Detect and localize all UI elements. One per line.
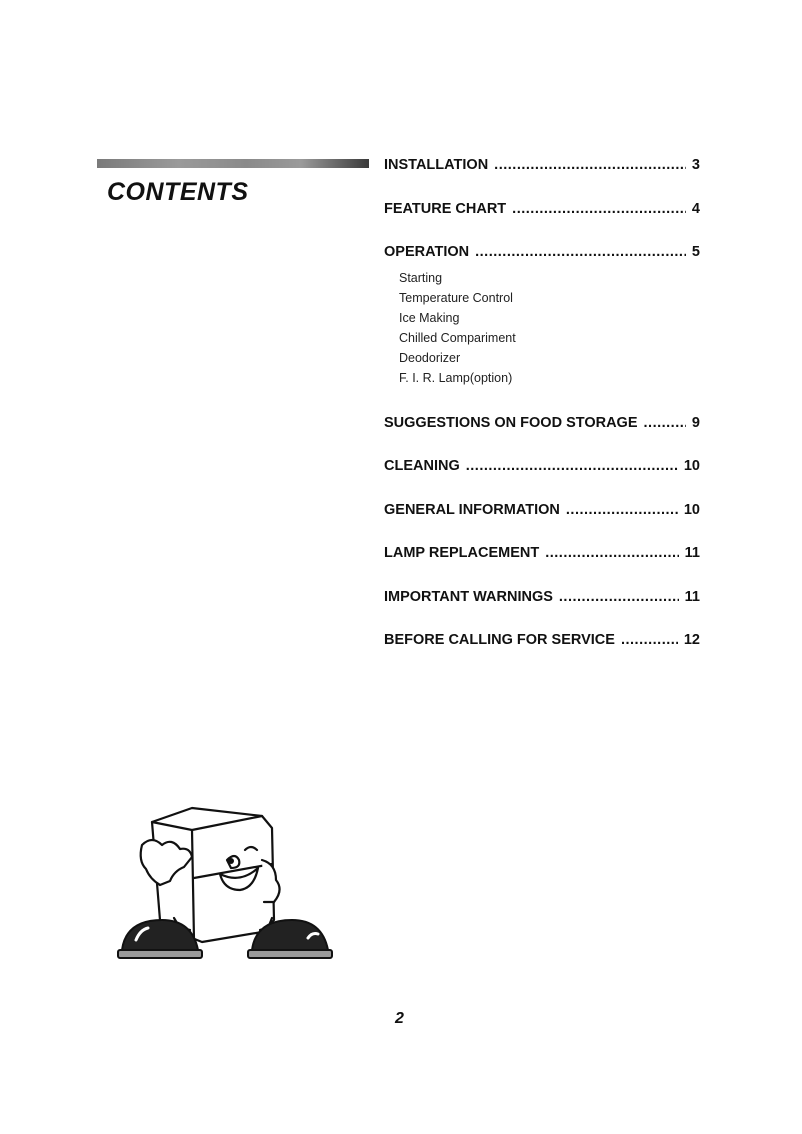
leader-dots [644, 415, 686, 431]
toc-entry-cleaning[interactable] [384, 458, 700, 474]
leader-dots [466, 458, 678, 474]
toc-entry-operation[interactable] [384, 244, 700, 260]
toc-page: 4 [691, 201, 700, 217]
toc-label: GENERAL INFORMATION [384, 502, 560, 518]
toc-subitem[interactable]: Deodorizer [399, 351, 461, 365]
toc-label: SUGGESTIONS ON FOOD STORAGE [384, 415, 638, 431]
toc-entry-important-warnings[interactable] [384, 589, 700, 605]
toc-label: BEFORE CALLING FOR SERVICE [384, 632, 615, 648]
header-rule [97, 159, 369, 168]
leader-dots [545, 545, 678, 561]
page-number: 2 [395, 1010, 404, 1027]
toc-subitem[interactable]: Chilled Compariment [399, 331, 516, 345]
toc-subitem[interactable]: Ice Making [399, 311, 460, 325]
toc-page: 11 [684, 545, 700, 561]
toc-entry-feature-chart[interactable] [384, 201, 700, 217]
leader-dots [494, 157, 686, 173]
toc-label: INSTALLATION [384, 157, 489, 173]
leader-dots [566, 502, 678, 518]
toc-subitem[interactable]: Starting [399, 271, 443, 285]
leader-dots [621, 632, 678, 648]
toc-page: 9 [691, 415, 700, 431]
toc-label: OPERATION [384, 244, 470, 260]
toc-page: 3 [691, 157, 700, 173]
toc-page: 10 [683, 458, 700, 474]
toc-entry-general-information[interactable] [384, 502, 700, 518]
page-title: CONTENTS [107, 178, 249, 206]
toc-entry-food-storage[interactable] [384, 415, 700, 431]
refrigerator-mascot-illustration [112, 800, 342, 970]
toc-entry-lamp-replacement[interactable] [384, 545, 700, 561]
toc-page: 11 [684, 589, 700, 605]
toc-label: IMPORTANT WARNINGS [384, 589, 553, 605]
toc-entry-installation[interactable] [384, 157, 700, 173]
toc-label: LAMP REPLACEMENT [384, 545, 540, 561]
toc-subitem[interactable]: Temperature Control [399, 291, 513, 305]
leader-dots [475, 244, 686, 260]
toc-page: 12 [683, 632, 700, 648]
toc-subitem[interactable]: F. I. R. Lamp(option) [399, 371, 513, 385]
leader-dots [512, 201, 686, 217]
toc-label: CLEANING [384, 458, 460, 474]
toc-label: FEATURE CHART [384, 201, 507, 217]
toc-entry-before-calling-service[interactable] [384, 632, 700, 648]
toc-page: 5 [691, 244, 700, 260]
leader-dots [559, 589, 679, 605]
toc-page: 10 [683, 502, 700, 518]
